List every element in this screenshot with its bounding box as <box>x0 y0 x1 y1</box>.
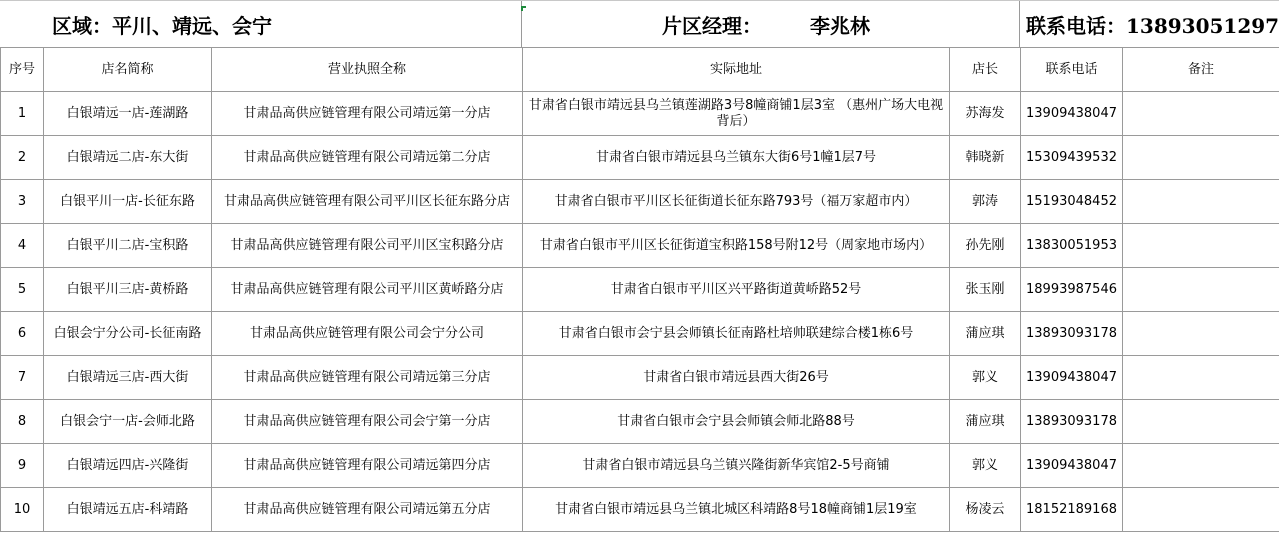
cell-note[interactable] <box>1123 268 1279 312</box>
table-row <box>1 268 1279 312</box>
cell-manager[interactable]: 苏海发 <box>950 92 1021 136</box>
cell-manager[interactable]: 郭义 <box>950 356 1021 400</box>
cell-phone[interactable]: 15193048452 <box>1021 180 1123 224</box>
cell-short-name[interactable]: 白银靖远一店-莲湖路 <box>44 92 212 136</box>
cell-license-name[interactable]: 甘肃品高供应链管理有限公司平川区黄峤路分店 <box>212 268 523 312</box>
phone-cell[interactable] <box>1020 1 1279 47</box>
cell-no[interactable]: 6 <box>1 312 44 356</box>
cell-short-name[interactable]: 白银会宁一店-会师北路 <box>44 400 212 444</box>
cell-note[interactable] <box>1123 136 1279 180</box>
cell-short-name[interactable]: 白银会宁分公司-长征南路 <box>44 312 212 356</box>
cell-manager[interactable]: 郭义 <box>950 444 1021 488</box>
cell-phone[interactable]: 18152189168 <box>1021 488 1123 532</box>
cell-manager[interactable]: 郭涛 <box>950 180 1021 224</box>
cell-address[interactable]: 甘肃省白银市靖远县乌兰镇东大街6号1幢1层7号 <box>523 136 950 180</box>
cell-note[interactable] <box>1123 444 1279 488</box>
col-header-address[interactable]: 实际地址 <box>523 48 950 92</box>
table-row <box>1 136 1279 180</box>
cell-no[interactable]: 4 <box>1 224 44 268</box>
cell-phone[interactable]: 18993987546 <box>1021 268 1123 312</box>
cell-manager[interactable]: 蒲应琪 <box>950 312 1021 356</box>
cell-note[interactable] <box>1123 224 1279 268</box>
table-row <box>1 356 1279 400</box>
cell-license-name[interactable]: 甘肃品高供应链管理有限公司平川区长征东路分店 <box>212 180 523 224</box>
cell-short-name[interactable]: 白银平川三店-黄桥路 <box>44 268 212 312</box>
table-row <box>1 444 1279 488</box>
manager-label: 片区经理： <box>662 13 762 38</box>
cell-no[interactable]: 8 <box>1 400 44 444</box>
cell-manager[interactable]: 杨凌云 <box>950 488 1021 532</box>
table-row <box>1 312 1279 356</box>
cell-manager[interactable]: 韩晓新 <box>950 136 1021 180</box>
cell-license-name[interactable]: 甘肃品高供应链管理有限公司会宁第一分店 <box>212 400 523 444</box>
manager-name: 李兆林 <box>810 13 870 38</box>
cell-address[interactable]: 甘肃省白银市靖远县西大街26号 <box>523 356 950 400</box>
cell-indicator-icon <box>521 6 526 11</box>
cell-address[interactable]: 甘肃省白银市会宁县会师镇长征南路杜培帅联建综合楼1栋6号 <box>523 312 950 356</box>
cell-manager[interactable]: 孙先刚 <box>950 224 1021 268</box>
cell-address[interactable]: 甘肃省白银市平川区兴平路街道黄峤路52号 <box>523 268 950 312</box>
header-band <box>0 0 1279 47</box>
cell-short-name[interactable]: 白银平川二店-宝积路 <box>44 224 212 268</box>
store-table <box>0 47 1279 532</box>
cell-address[interactable]: 甘肃省白银市平川区长征街道长征东路793号（福万家超市内） <box>523 180 950 224</box>
cell-phone[interactable]: 13909438047 <box>1021 356 1123 400</box>
table-row <box>1 400 1279 444</box>
cell-no[interactable]: 3 <box>1 180 44 224</box>
cell-phone[interactable]: 13893093178 <box>1021 312 1123 356</box>
col-header-manager[interactable]: 店长 <box>950 48 1021 92</box>
cell-no[interactable]: 7 <box>1 356 44 400</box>
cell-license-name[interactable]: 甘肃品高供应链管理有限公司靖远第四分店 <box>212 444 523 488</box>
cell-short-name[interactable]: 白银靖远四店-兴隆街 <box>44 444 212 488</box>
cell-no[interactable]: 1 <box>1 92 44 136</box>
cell-note[interactable] <box>1123 488 1279 532</box>
cell-manager[interactable]: 张玉刚 <box>950 268 1021 312</box>
cell-phone[interactable]: 13909438047 <box>1021 92 1123 136</box>
table-row <box>1 92 1279 136</box>
col-header-short-name[interactable]: 店名简称 <box>44 48 212 92</box>
manager-phone: 联系电话：13893051297 <box>1026 13 1279 38</box>
cell-phone[interactable]: 13830051953 <box>1021 224 1123 268</box>
cell-license-name[interactable]: 甘肃品高供应链管理有限公司会宁分公司 <box>212 312 523 356</box>
cell-address[interactable]: 甘肃省白银市靖远县乌兰镇兴隆街新华宾馆2-5号商铺 <box>523 444 950 488</box>
cell-short-name[interactable]: 白银平川一店-长征东路 <box>44 180 212 224</box>
region-text: 区域：平川、靖远、会宁 <box>52 13 272 38</box>
cell-note[interactable] <box>1123 400 1279 444</box>
cell-no[interactable]: 10 <box>1 488 44 532</box>
cell-address[interactable]: 甘肃省白银市会宁县会师镇会师北路88号 <box>523 400 950 444</box>
cell-license-name[interactable]: 甘肃品高供应链管理有限公司靖远第五分店 <box>212 488 523 532</box>
cell-no[interactable]: 5 <box>1 268 44 312</box>
col-header-note[interactable]: 备注 <box>1123 48 1279 92</box>
cell-short-name[interactable]: 白银靖远五店-科靖路 <box>44 488 212 532</box>
table-row <box>1 224 1279 268</box>
cell-note[interactable] <box>1123 356 1279 400</box>
cell-phone[interactable]: 15309439532 <box>1021 136 1123 180</box>
cell-short-name[interactable]: 白银靖远二店-东大街 <box>44 136 212 180</box>
cell-license-name[interactable]: 甘肃品高供应链管理有限公司平川区宝积路分店 <box>212 224 523 268</box>
cell-note[interactable] <box>1123 312 1279 356</box>
region-cell[interactable] <box>0 1 522 47</box>
table-header-row <box>1 48 1279 92</box>
cell-license-name[interactable]: 甘肃品高供应链管理有限公司靖远第一分店 <box>212 92 523 136</box>
cell-manager[interactable]: 蒲应琪 <box>950 400 1021 444</box>
manager-cell[interactable] <box>522 1 1020 47</box>
cell-note[interactable] <box>1123 92 1279 136</box>
cell-address[interactable]: 甘肃省白银市靖远县乌兰镇莲湖路3号8幢商铺1层3室 （惠州广场大电视背后） <box>523 92 950 136</box>
cell-phone[interactable]: 13893093178 <box>1021 400 1123 444</box>
col-header-phone[interactable]: 联系电话 <box>1021 48 1123 92</box>
cell-address[interactable]: 甘肃省白银市平川区长征街道宝积路158号附12号（周家地市场内） <box>523 224 950 268</box>
cell-phone[interactable]: 13909438047 <box>1021 444 1123 488</box>
cell-short-name[interactable]: 白银靖远三店-西大街 <box>44 356 212 400</box>
table-row <box>1 488 1279 532</box>
cell-address[interactable]: 甘肃省白银市靖远县乌兰镇北城区科靖路8号18幢商铺1层19室 <box>523 488 950 532</box>
col-header-license-name[interactable]: 营业执照全称 <box>212 48 523 92</box>
cell-note[interactable] <box>1123 180 1279 224</box>
cell-no[interactable]: 2 <box>1 136 44 180</box>
cell-no[interactable]: 9 <box>1 444 44 488</box>
cell-license-name[interactable]: 甘肃品高供应链管理有限公司靖远第二分店 <box>212 136 523 180</box>
table-row <box>1 180 1279 224</box>
cell-license-name[interactable]: 甘肃品高供应链管理有限公司靖远第三分店 <box>212 356 523 400</box>
col-header-no[interactable]: 序号 <box>1 48 44 92</box>
